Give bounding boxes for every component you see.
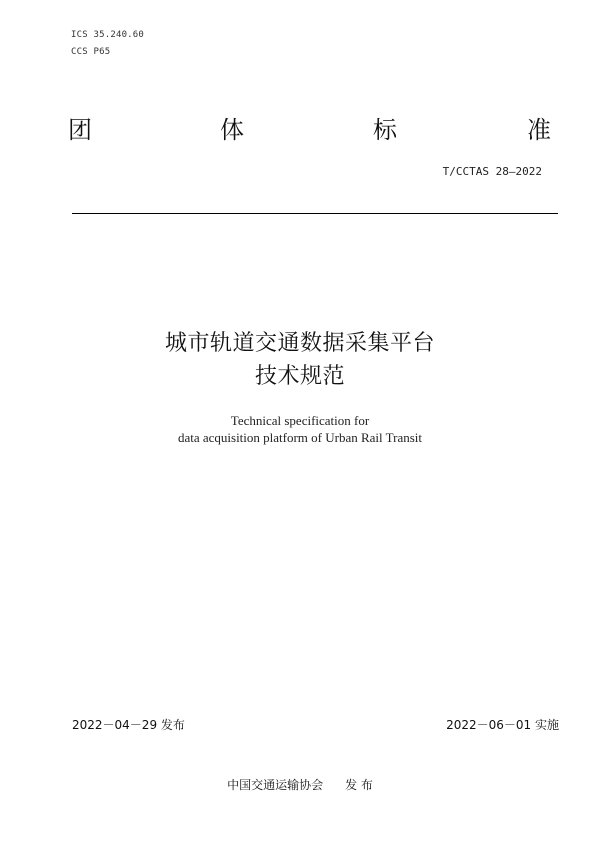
- title-en-line-1: Technical specification for: [230, 413, 370, 428]
- title-zh-line-2: 技术规范: [254, 364, 345, 389]
- publisher-action: 发 布: [345, 778, 373, 792]
- ccs-code: CCS P65: [71, 47, 111, 57]
- standard-type-char: 标: [373, 116, 397, 144]
- publisher-line: [0, 776, 600, 794]
- issue-date: 2022－04－29 发布: [72, 718, 185, 732]
- title-en-line-2: data acquisition platform of Urban Rail Transit: [177, 430, 423, 445]
- standard-type-char: 准: [527, 116, 551, 144]
- standard-type-char: 团: [68, 116, 92, 144]
- header-divider: [72, 213, 558, 214]
- publisher-name: 中国交通运输协会: [227, 778, 324, 792]
- standard-type-char: 体: [220, 116, 244, 144]
- title-zh-line-1: 城市轨道交通数据采集平台: [164, 331, 435, 356]
- ics-code: ICS 35.240.60: [71, 30, 145, 40]
- standard-number: T/CCTAS 28—2022: [442, 165, 542, 178]
- implementation-date: 2022－06－01 实施: [446, 718, 559, 732]
